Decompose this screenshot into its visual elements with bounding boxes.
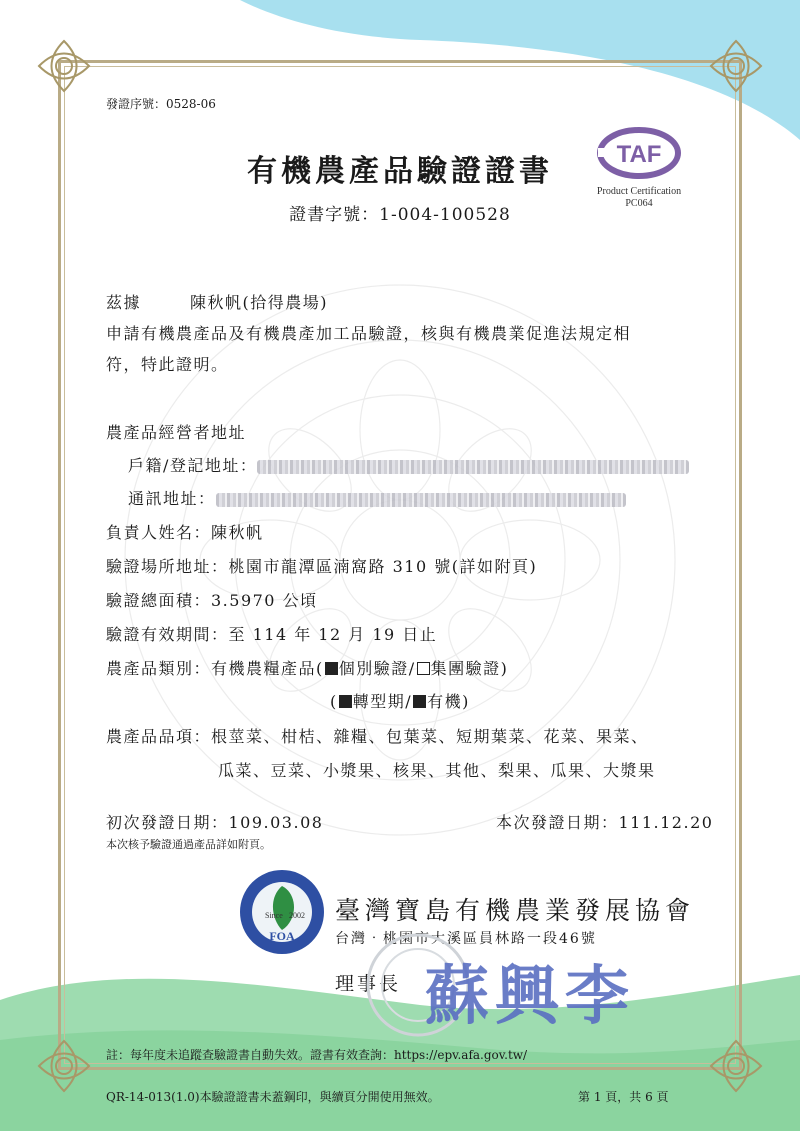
- svg-text:2002: 2002: [289, 911, 305, 920]
- category-prefix: 農產品類別：有機農糧產品(: [106, 659, 324, 678]
- redacted-mailing-address: [216, 493, 626, 507]
- taf-line1: Product Certification: [596, 186, 682, 197]
- corner-ornament-icon: [34, 1036, 94, 1096]
- checkbox-organic-checked: [413, 695, 426, 708]
- checkbox-group-unchecked: [417, 662, 430, 675]
- statement-line1: 申請有機農產品及有機農產加工品驗證，核與有機農業促進法規定相: [106, 324, 632, 343]
- this-issue-date: 本次發證日期：111.12.20: [496, 813, 714, 832]
- household-address-row: [128, 453, 689, 476]
- stage-row: [330, 689, 470, 712]
- validity-query-note: 註：每年度未追蹤查驗證書自動失效。證書有效查詢：https://epv.afa.gov.tw/: [106, 1048, 528, 1062]
- stage-open: (: [330, 692, 338, 711]
- chairman-label: 理事長: [335, 973, 402, 995]
- mailing-address-row: [128, 486, 626, 509]
- svg-text:TAF: TAF: [616, 141, 662, 168]
- checkbox-individual-checked: [325, 662, 338, 675]
- association-name: 臺灣寶島有機農業發展協會: [335, 896, 696, 925]
- corner-ornament-icon: [34, 36, 94, 96]
- certificate-number: 證書字號：1-004-100528: [289, 205, 511, 225]
- validity-period: 驗證有效期間：至 114 年 12 月 19 日止: [106, 625, 438, 644]
- items-line1: 農產品品項：根莖菜、柑桔、雜糧、包葉菜、短期葉菜、花菜、果菜、: [106, 727, 649, 746]
- ziju-label: 茲據: [106, 293, 142, 312]
- taf-line2: PC064: [625, 198, 653, 209]
- foa-seal-icon: [238, 868, 326, 956]
- operator-address-label: 農產品經營者地址: [106, 423, 247, 442]
- corner-ornament-icon: [706, 1036, 766, 1096]
- items-line2: 瓜菜、豆菜、小漿果、核果、其他、梨果、瓜果、大漿果: [218, 761, 656, 780]
- category-group: 集團驗證): [430, 659, 509, 678]
- statement-line2: 符，特此證明。: [106, 355, 229, 374]
- certificate-holder: 陳秋帆(拾得農場): [190, 293, 328, 312]
- svg-text:FOA: FOA: [269, 929, 295, 943]
- stage-organic: 有機): [427, 692, 470, 711]
- form-code-note: QR-14-013(1.0)本驗證證書未蓋鋼印，與續頁分開使用無效。: [106, 1090, 440, 1104]
- corner-ornament-icon: [706, 36, 766, 96]
- category-individual: 個別驗證/: [338, 659, 416, 678]
- approved-note: 本次核予驗證通過產品詳如附頁。: [106, 838, 271, 851]
- category-row: [106, 656, 508, 679]
- total-area: 驗證總面積：3.5970 公頃: [106, 591, 318, 610]
- redacted-household-address: [257, 460, 689, 474]
- checkbox-transition-checked: [339, 695, 352, 708]
- household-address-label: 戶籍/登記地址：: [128, 456, 258, 475]
- responsible-person: 負責人姓名：陳秋帆: [106, 523, 264, 542]
- taf-logo-icon: [596, 124, 682, 184]
- certificate-title: 有機農產品驗證證書: [247, 154, 553, 189]
- taf-accreditation: [585, 186, 693, 210]
- first-issue-date: 初次發證日期：109.03.08: [106, 813, 324, 832]
- svg-text:Since: Since: [265, 911, 283, 920]
- mailing-address-label: 通訊地址：: [128, 489, 216, 508]
- site-address: 驗證場所地址：桃園市龍潭區湳窩路 310 號(詳如附頁): [106, 557, 538, 576]
- serial-number: 發證序號：0528-06: [106, 97, 216, 111]
- page-number: 第 1 頁，共 6 頁: [578, 1090, 669, 1104]
- chairman-signature: 蘇興李: [425, 959, 635, 1034]
- association-address: 台灣‧桃園市大溪區員林路一段46號: [335, 931, 597, 947]
- stage-transition: 轉型期/: [352, 692, 413, 711]
